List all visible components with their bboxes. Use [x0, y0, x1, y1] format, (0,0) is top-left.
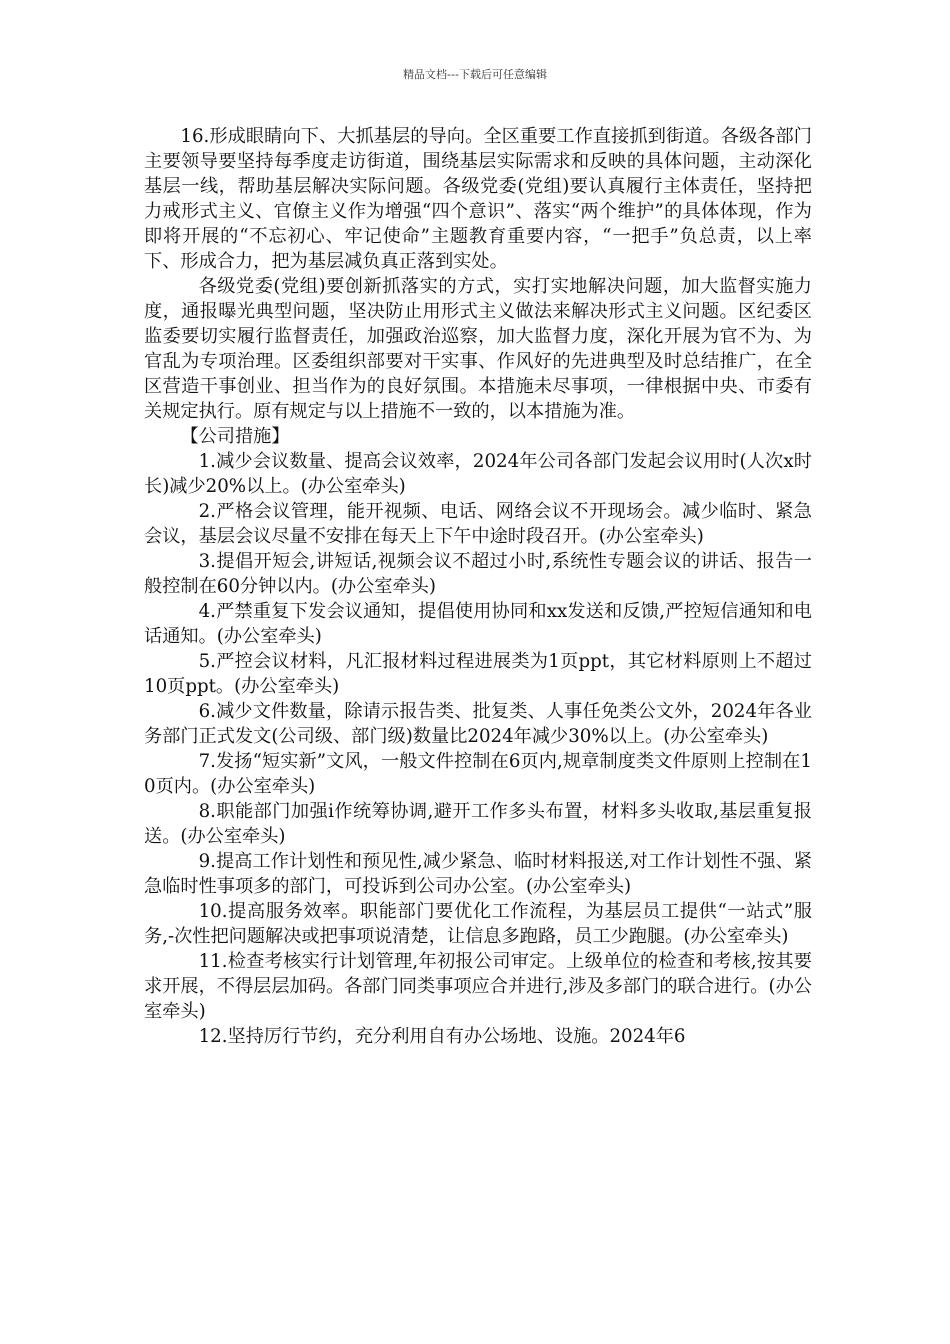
measure-item-6: 6.减少文件数量，除请示报告类、批复类、人事任免类公文外，2024年各业务部门正式发文(公司级、部门级)数量比2024年减少30%以上。(办公室牵头) — [144, 701, 812, 747]
measure-item-9: 9.提高工作计划性和预见性,减少紧急、临时材料报送,对工作计划性不强、紧急临时性事项多的部门，可投诉到公司办公室。(办公室牵头) — [144, 851, 812, 897]
measure-item-2: 2.严格会议管理，能开视频、电话、网络会议不开现场会。减少临时、紧急会议，基层会议尽量不安排在每天上下午中途时段召开。(办公室牵头) — [144, 501, 812, 547]
page-header-watermark: 精品文档---下载后可任意编辑 — [403, 68, 547, 81]
measure-item-4: 4.严禁重复下发会议通知，提倡使用协同和xx发送和反馈,严控短信通知和电话通知。(办公室牵头) — [144, 601, 812, 647]
measure-item-3: 3.提倡开短会,讲短话,视频会议不超过小时,系统性专题会议的讲话、报告一般控制在60分钟以内。(办公室牵头) — [144, 551, 812, 597]
measure-item-8: 8.职能部门加强i作统筹协调,避开工作多头布置，材料多头收取,基层重复报送。(办公室牵头) — [144, 801, 812, 847]
paragraph-supervision: 各级党委(党组)要创新抓落实的方式，实打实地解决问题，加大监督实施力度，通报曝光典型问题，坚决防止用形式主义做法来解决形式主义问题。区纪委区监委要切实履行监督责任，加强政治巡察，加大监督力度，深化开展为官不为、为官乱为专项治理。区委组织部要对干实事、作风好的先进典型及时总结推广，在全区营造干事创业、担当作为的良好氛围。本措施未尽事项，一律根据中央、市委有关规定执行。原有规定与以上措施不一致的，以本措施为准。 — [144, 276, 812, 422]
measure-item-12: 12.坚持厉行节约，充分利用自有办公场地、设施。2024年6 — [198, 1026, 686, 1047]
measure-item-11: 11.检查考核实行计划管理,年初报公司审定。上级单位的检查和考核,按其要求开展，不得层层加码。各部门同类事项应合并进行,涉及多部门的联合进行。(办公室牵头) — [144, 951, 812, 1022]
document-body — [144, 124, 812, 1049]
measure-item-5: 5.严控会议材料，凡汇报材料过程进展类为1页ppt，其它材料原则上不超过10页ppt。(办公室牵头) — [144, 651, 812, 697]
section-heading-company-measures: 【公司措施】 — [180, 426, 290, 447]
measure-item-1: 1.减少会议数量、提高会议效率，2024年公司各部门发起会议用时(人次x时长)减少20%以上。(办公室牵头) — [144, 451, 812, 497]
paragraph-16: 16.形成眼睛向下、大抓基层的导向。全区重要工作直接抓到街道。各级各部门主要领导要坚持每季度走访街道，围绕基层实际需求和反映的具体问题，主动深化基层一线，帮助基层解决实际问题。各级党委(党组)要认真履行主体责任，坚持把力戒形式主义、官僚主义作为增强“四个意识”、落实“两个维护”的具体体现，作为即将开展的“不忘初心、牢记使命”主题教育重要内容，“一把手”负总责，以上率下、形成合力，把为基层减负真正落到实处。 — [144, 126, 812, 272]
measure-item-7: 7.发扬“短实新”文风，一般文件控制在6页内,规章制度类文件原则上控制在10页内。(办公室牵头) — [144, 751, 812, 797]
measure-item-10: 10.提高服务效率。职能部门要优化工作流程，为基层员工提供“一站式”服务,-次性把问题解决或把事项说清楚，让信息多跑路，员工少跑腿。(办公室牵头) — [144, 901, 812, 947]
